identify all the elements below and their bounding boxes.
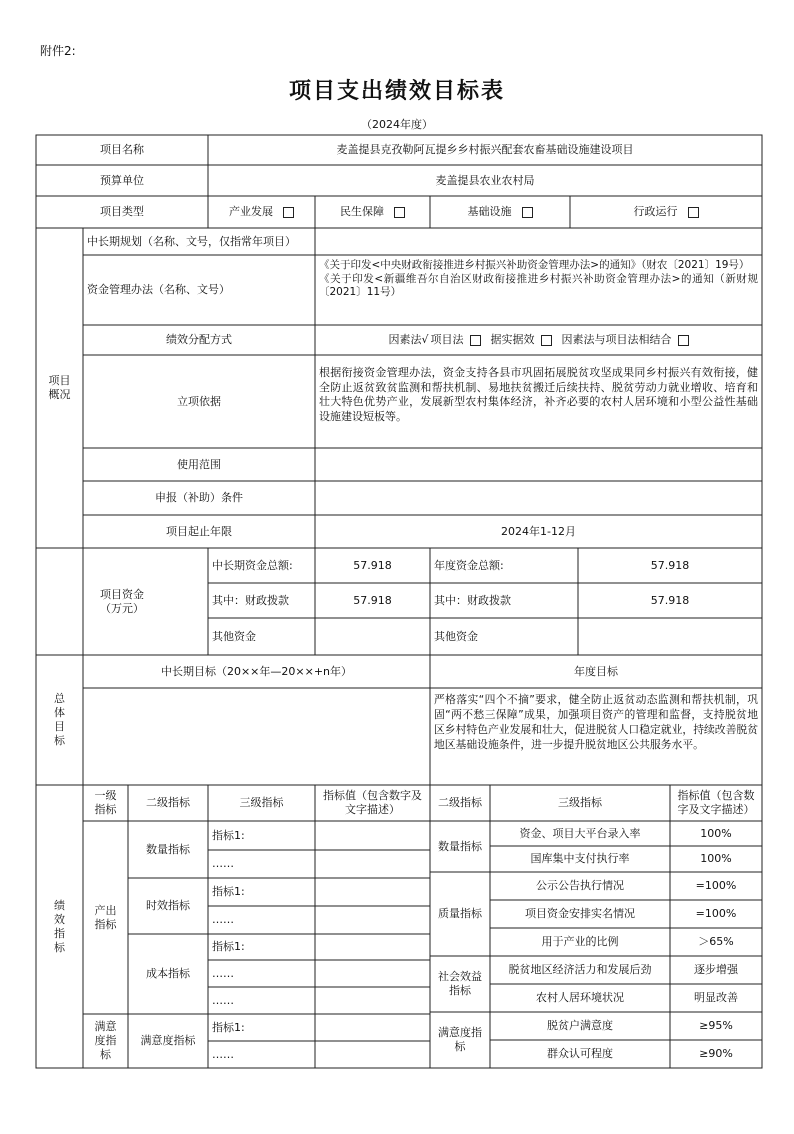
year-fiscal-label: 其中：财政拨款 [434,593,511,607]
year-other-label: 其他资金 [434,629,478,643]
right-indicator-name: 项目资金安排实名情况 [525,907,635,920]
period-label: 项目起止年限 [166,524,232,538]
left-indicator-more: …… [212,913,234,926]
left-group-satisfaction: 满意度指标 [140,1034,196,1047]
fund-mgmt-line-1: 《关于印发<中央财政衔接推进乡村振兴补助资金管理办法>的通知》（财农〔2021〕19号） [319,259,750,271]
scope-label: 使用范围 [177,457,221,471]
right-indicator-name: 公示公告执行情况 [536,879,624,892]
checkbox-icon[interactable] [283,207,294,218]
header-value-right: 指标值（包含数字及文字描述） [677,789,755,816]
checkbox-icon[interactable] [541,335,552,346]
header-level2: 二级指标 [146,796,190,809]
right-indicator-value: 100% [700,826,732,840]
right-indicator-name: 国库集中支付执行率 [530,852,630,865]
output-indicator-label: 产出指标 [94,903,117,931]
alloc-option-actual[interactable]: 据实据效 [490,333,535,346]
project-name-label: 项目名称 [100,143,144,156]
alloc-option-factor[interactable]: 因素法√ [388,333,429,346]
right-indicator-name: 用于产业的比例 [541,935,619,948]
right-indicator-value: =100% [695,879,737,892]
checkbox-icon[interactable] [470,335,481,346]
alloc-method-options [315,325,762,355]
project-type-label: 项目类型 [100,205,144,218]
type-option-admin[interactable]: 行政运行 [570,196,762,228]
type-option-livelihood[interactable]: 民生保障 [315,196,430,228]
left-indicator-more: …… [212,857,234,870]
right-indicator-value: ≥90% [699,1047,733,1060]
attachment-label: 附件2: [40,44,76,58]
indicators-section-label: 绩效指标 [54,898,65,954]
mid-fiscal-value: 57.918 [353,593,392,607]
budget-unit-value: 麦盖提县农业农村局 [435,173,535,187]
right-group-social: 社会效益指标 [438,970,482,997]
type-option-industry[interactable]: 产业发展 [208,196,315,228]
project-name-value: 麦盖提县克孜勒阿瓦提乡乡村振兴配套农畜基础设施建设项目 [336,143,634,156]
right-indicator-name: 资金、项目大平台录入率 [519,826,641,840]
budget-unit-label: 预算单位 [100,173,144,187]
checkbox-icon[interactable] [522,207,533,218]
satisfaction-level1-label: 满意度指标 [94,1020,117,1061]
goals-section-label: 总体目标 [54,692,65,747]
right-indicator-value: ＞65% [698,935,734,948]
left-group-timeliness: 时效指标 [146,899,190,912]
year-goal-header: 年度目标 [574,664,618,678]
mid-other-label: 其他资金 [212,629,256,643]
mid-goal-header: 中长期目标（20××年—20××+n年） [160,664,353,678]
fund-mgmt-value [315,257,762,325]
alloc-method-label: 绩效分配方式 [166,333,232,346]
mid-plan-label: 中长期规划（名称、文号，仅指常年项目） [87,234,296,248]
alloc-option-combined[interactable]: 因素法与项目法相结合 [561,333,672,346]
basis-label: 立项依据 [177,394,221,408]
period-value: 2024年1-12月 [501,524,576,538]
basis-text: 根据衔接资金管理办法，资金支持各县市巩固拓展脱贫攻坚成果同乡村振兴有效衔接，健全防止返贫致贫监测和帮扶机制、易地扶贫搬迁后续扶持、脱贫劳动力就业增收、培育和壮大特色优势产业，发展新型农村集体经济，补齐必要的农村人居环境和小型公益性基础设施建设短板等。 [319,366,758,423]
year-label: （2024年度） [361,118,433,131]
header-level3-right: 三级指标 [558,796,602,809]
alloc-option-project[interactable]: 项目法 [430,333,464,346]
header-level1: 一级指标 [94,789,117,816]
right-indicator-name: 脱贫户满意度 [547,1019,613,1032]
right-indicator-value: =100% [695,907,737,920]
left-group-cost: 成本指标 [146,967,190,980]
left-group-quantity: 数量指标 [146,842,190,856]
overview-section-label: 项目概况 [48,374,71,401]
checkbox-icon[interactable] [688,207,699,218]
mid-fiscal-label: 其中：财政拨款 [212,593,289,607]
left-indicator-more: …… [212,993,234,1007]
header-value: 指标值（包含数字及文字描述） [323,789,422,816]
checkbox-icon[interactable] [394,207,405,218]
left-indicator-more: …… [212,966,234,980]
right-indicator-value: 逐步增强 [694,963,738,976]
apply-condition-label: 申报（补助）条件 [155,491,243,504]
mid-total-label: 中长期资金总额: [212,558,293,572]
header-level2-right: 二级指标 [438,796,482,809]
year-total-value: 57.918 [650,558,690,572]
mid-total-value: 57.918 [353,558,392,572]
header-level3: 三级指标 [239,796,284,809]
left-indicator-1: 指标1: [212,1020,245,1034]
right-indicator-name: 农村人居环境状况 [536,991,624,1004]
year-total-label: 年度资金总额: [434,558,504,572]
right-group-satisfaction: 满意度指标 [438,1026,482,1053]
right-indicator-name: 脱贫地区经济活力和发展后劲 [508,963,652,976]
funds-section-label: 项目资金 （万元） [100,587,144,615]
right-group-quantity: 数量指标 [438,839,482,853]
right-indicator-name: 群众认可程度 [547,1047,613,1060]
fund-mgmt-label: 资金管理办法（名称、文号） [87,283,230,296]
right-indicator-value: ≥95% [699,1019,733,1032]
checkbox-icon[interactable] [678,335,689,346]
right-indicator-value: 100% [700,852,732,865]
left-indicator-more: …… [212,1047,234,1061]
type-option-infrastructure[interactable]: 基础设施 [430,196,570,228]
left-indicator-1: 指标1: [212,885,245,898]
fund-mgmt-line-2: 《关于印发<新疆维吾尔自治区财政衔接推进乡村振兴补助资金管理办法>的通知（新财规〔2021〕11号） [319,272,758,298]
left-indicator-1: 指标1: [212,940,245,953]
left-indicator-1: 指标1: [212,828,245,842]
year-goal-text: 严格落实“四个不摘”要求，健全防止返贫动态监测和帮扶机制，巩固“两不愁三保障”成果，加强项目资产的管理和监督，支持脱贫地区乡村特色产业发展和壮大，促进脱贫人口稳定就业，持续改善脱贫地区基础设施条件，进一步提升脱贫地区公共服务水平。 [434,693,758,751]
right-indicator-value: 明显改善 [694,991,738,1004]
page-title: 项目支出绩效目标表 [288,78,505,104]
year-fiscal-value: 57.918 [650,593,690,607]
right-group-quality: 质量指标 [438,907,482,920]
